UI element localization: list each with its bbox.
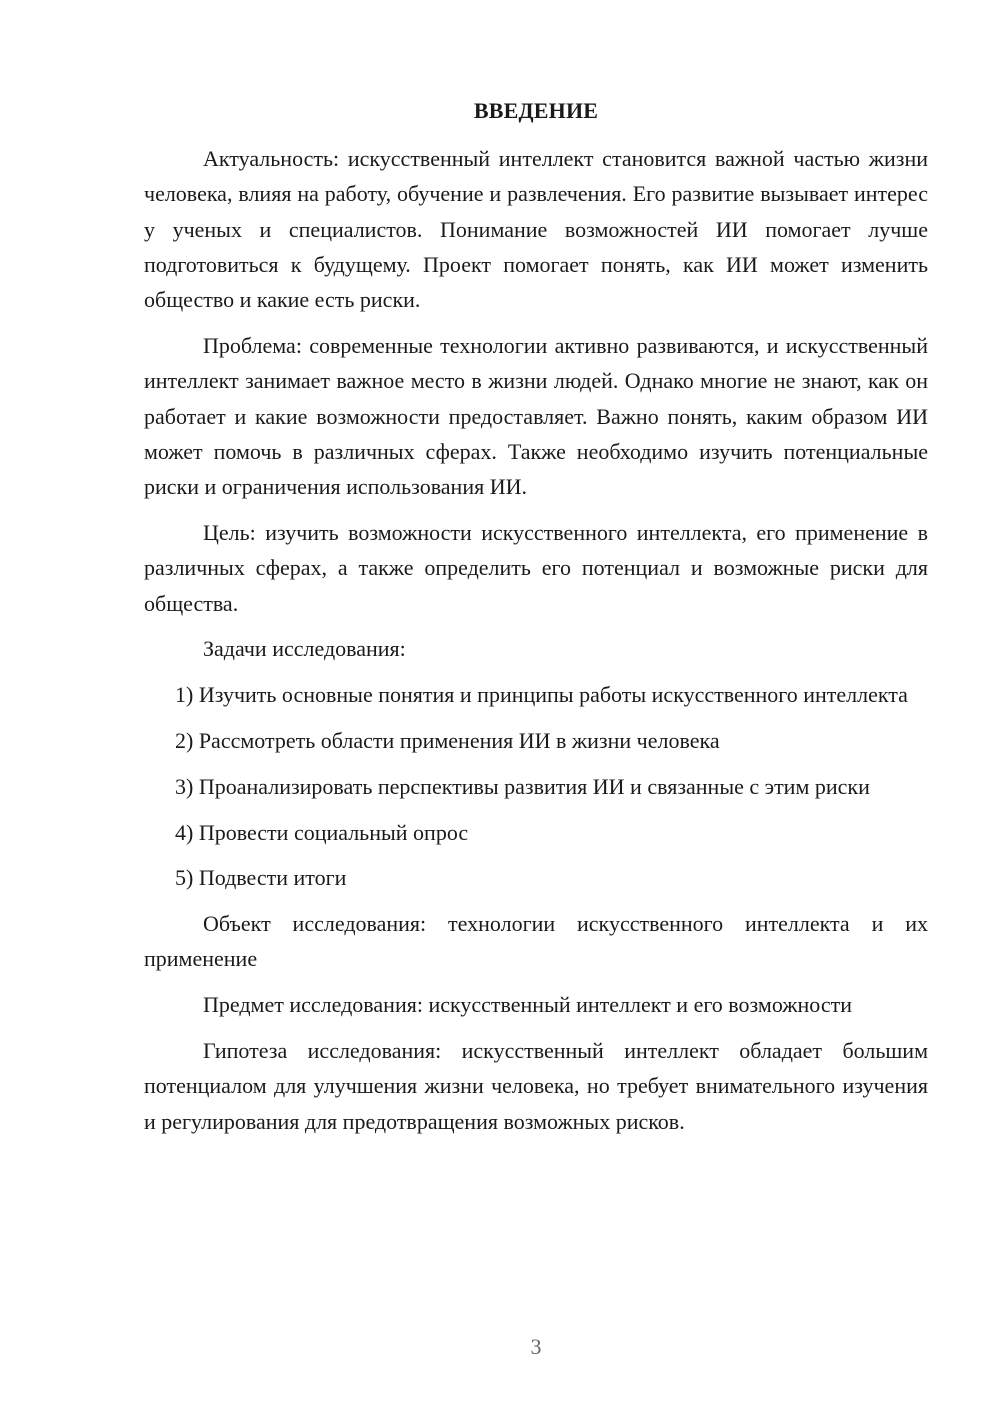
paragraph-problem: Проблема: современные технологии активно развиваются, и искусственный интеллект занимает важное место в жизни людей. Однако многие не знают, как он работает и какие возможности предоставляет. Важно понять, каким образом ИИ может помочь в различных сферах. Также необходимо изучить потенциальные риски и ограничения использования ИИ. [144,332,928,500]
paragraph-goal: Цель: изучить возможности искусственного интеллекта, его применение в различных сферах, а также определить его потенциал и возможные риски для общества. [144,519,928,616]
task-item-3: 3) Проанализировать перспективы развития ИИ и связанные с этим риски [175,773,870,799]
paragraph-hypothesis: Гипотеза исследования: искусственный интеллект обладает большим потенциалом для улучшения жизни человека, но требует внимательного изучения и регулирования для предотвращения возможных рисков. [144,1038,928,1134]
task-item-1: 1) Изучить основные понятия и принципы работы искусственного интеллекта [175,682,908,708]
page-number: 3 [530,1334,542,1359]
document-body [144,141,928,1149]
task-item-5: 5) Подвести итоги [175,865,347,891]
paragraph-subject: Предмет исследования: искусственный интеллект и его возможности [203,992,852,1018]
task-item-2: 2) Рассмотреть области применения ИИ в жизни человека [175,727,720,753]
document-page [144,0,928,1414]
task-item-4: 4) Провести социальный опрос [175,819,469,845]
section-title: ВВЕДЕНИЕ [473,98,599,123]
paragraph-relevance: Актуальность: искусственный интеллект становится важной частью жизни человека, влияя на работу, обучение и развлечения. Его развитие вызывает интерес у ученых и специалистов. Понимание возможностей ИИ помогает лучше подготовиться к будущему. Проект помогает понять, как ИИ может изменить общество и какие есть риски. [144,146,928,313]
tasks-heading: Задачи исследования: [203,636,406,662]
paragraph-object: Объект исследования: технологии искусственного интеллекта и их применение [144,911,928,972]
